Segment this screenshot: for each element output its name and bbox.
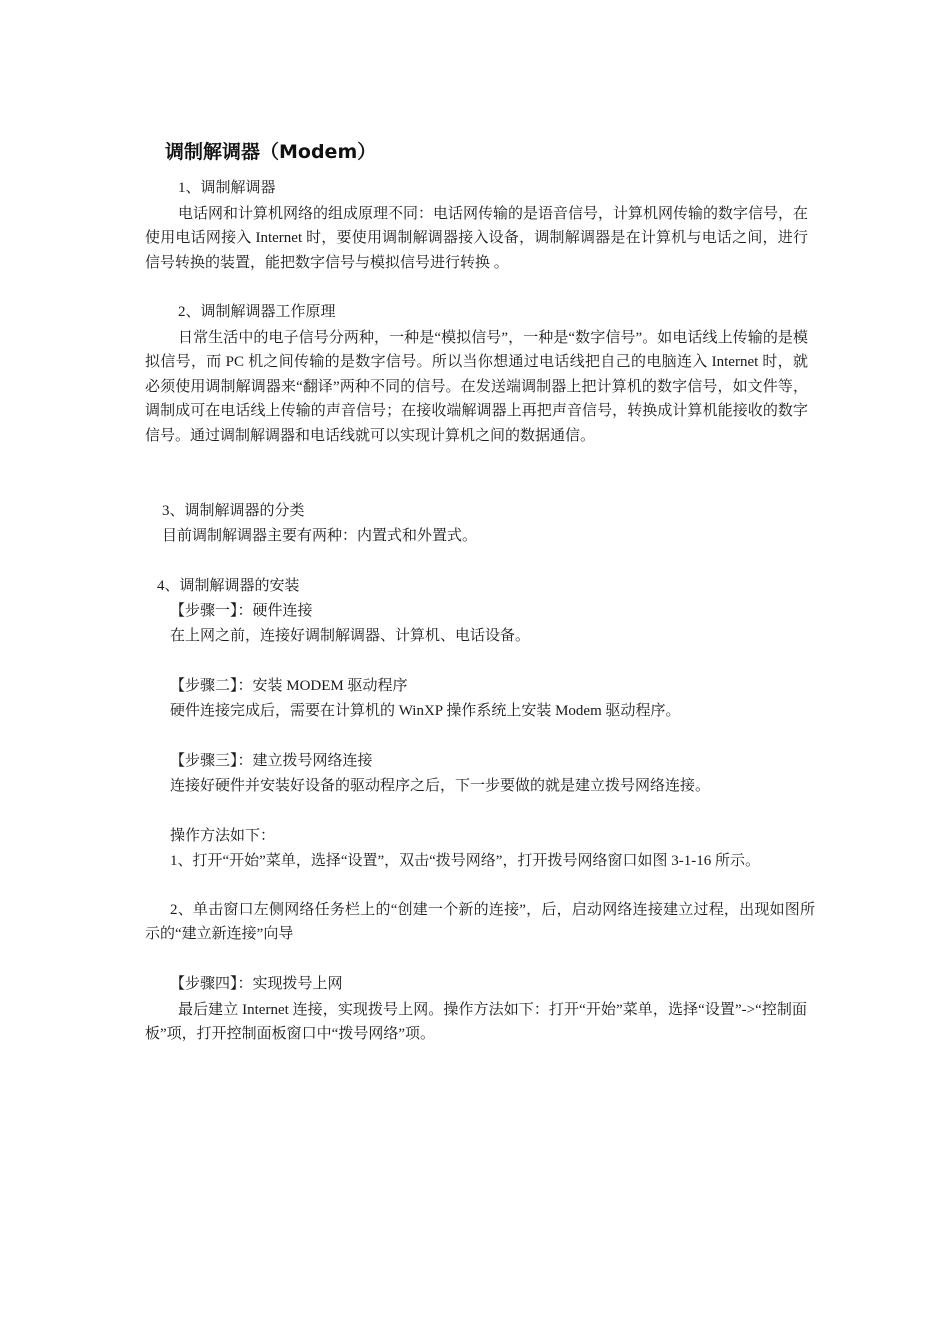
method-heading: 操作方法如下：: [170, 828, 276, 844]
step-3-text: 连接好硬件并安装好设备的驱动程序之后，下一步要做的就是建立拨号网络连接。: [170, 778, 711, 794]
section-4-heading: 4、调制解调器的安装: [157, 578, 300, 594]
step-1-heading: 【步骤一】：硬件连接: [170, 603, 313, 619]
section-3-heading: 3、调制解调器的分类: [162, 503, 305, 519]
step-4-paragraph: 最后建立 Internet 连接，实现拨号上网。操作方法如下：打开“开始”菜单，选择“设置”->“控制面板”项，打开控制面板窗口中“拨号网络”项。: [145, 1002, 807, 1043]
step-3-heading: 【步骤三】：建立拨号网络连接: [170, 753, 373, 769]
step-2-text: 硬件连接完成后，需要在计算机的 WinXP 操作系统上安装 Modem 驱动程序。: [170, 703, 681, 719]
section-2-heading: 2、调制解调器工作原理: [178, 304, 336, 320]
step-1-text: 在上网之前，连接好调制解调器、计算机、电话设备。: [170, 628, 531, 644]
method-item-2: 2、单击窗口左侧网络任务栏上的“创建一个新的连接”，后，启动网络连接建立过程，出现如图所示的“建立新连接”向导: [145, 902, 815, 943]
step-2-heading: 【步骤二】：安装 MODEM 驱动程序: [170, 678, 408, 694]
section-1-paragraph: 电话网和计算机网络的组成原理不同：电话网传输的是语音信号，计算机网传输的数字信号，在使用电话网接入 Internet 时，要使用调制解调器接入设备，调制解调器是在计算机与电话之间，进行信号转换的装置，能把数字信号与模拟信号进行转换 。: [145, 206, 809, 271]
method-item-1: 1、打开“开始”菜单，选择“设置”，双击“拨号网络”，打开拨号网络窗口如图 3-1-16 所示。: [170, 853, 760, 869]
document-title: 调制解调器（Modem）: [165, 141, 377, 163]
section-2-paragraph: 日常生活中的电子信号分两种，一种是“模拟信号”，一种是“数字信号”。如电话线上传输的是模拟信号，而 PC 机之间传输的是数字信号。所以当你想通过电话线把自己的电脑连入 Internet 时，就必须使用调制解调器来“翻译”两种不同的信号。在发送端调制器上把计算机的数字信号，如文件等，调制成可在电话线上传输的声音信号；在接收端解调器上再把声音信号，转换成计算机能接收的数字信号。通过调制解调器和电话线就可以实现计算机之间的数据通信。: [145, 330, 808, 444]
step-4-heading: 【步骤四】：实现拨号上网: [170, 976, 343, 992]
section-1-heading: 1、调制解调器: [178, 180, 276, 196]
section-3-text: 目前调制解调器主要有两种：内置式和外置式。: [162, 528, 478, 544]
